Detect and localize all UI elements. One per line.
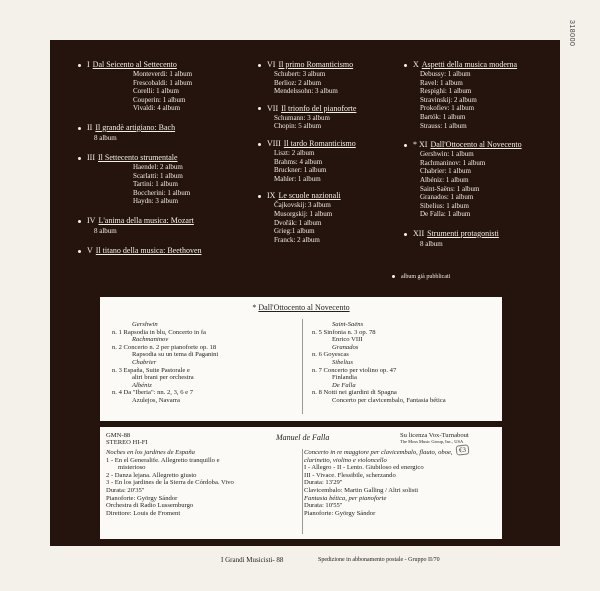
composer-count: Stravinskij: 2 album [420,95,477,104]
bullet-icon [404,144,407,147]
section-number: IV [87,215,96,225]
composer-count: Haendel: 2 album [133,162,183,171]
work-line: Finlandia [332,374,357,382]
work-line: n. 1 Rapsodia in blu, Concerto in fa [112,328,206,336]
section [258,139,408,183]
composer-count: Prokofiev: 1 album [420,104,475,113]
track-line: Direttore: Louis de Froment [106,509,181,517]
section-title [258,139,408,149]
album-count: 8 album [420,239,443,248]
section [404,60,554,130]
track-line: misterioso [118,464,146,472]
published-note [392,274,450,280]
bullet-icon [258,195,261,198]
composer-count: Granados: 1 album [420,193,474,202]
composer-count: Tartini: 1 album [133,180,179,189]
divider [302,319,303,414]
composer-count: Monteverdi: 1 album [133,70,193,78]
composer-count: Grieg:1 album [274,227,315,236]
section-items [274,70,408,96]
section-number: VI [267,60,276,69]
section [258,104,408,131]
section-items [133,70,238,113]
bullet-icon [258,143,261,146]
section-number: I [87,60,90,69]
track-line: Orchestra di Radio Lussemburgo [106,502,194,510]
section-title [78,60,238,70]
section-name: Il trionfo del pianoforte [281,103,357,113]
section-name: Le scuole nazionali [278,191,341,201]
composer-count: Schumann: 3 album [274,113,330,122]
work-line: n. 8 Notti nei giardini di Spagna [312,389,397,397]
composer-count: Saint-Saëns: 1 album [420,184,480,193]
section-number: X [413,60,419,69]
composer-count: Musorgskij: 1 album [274,209,333,218]
composer-count: Brahms: 4 album [274,157,323,166]
bullet-icon [392,275,395,278]
composer-count: Čajkovskij: 3 album [274,201,331,210]
section-number: VII [267,103,279,113]
star-icon: * [252,303,259,312]
album-count: 8 album [94,226,117,235]
work-line: altri brani per orchestra [132,374,194,382]
box-right-list [312,321,497,405]
section-items [420,70,554,130]
section-name: Il Settecento strumentale [98,152,178,162]
work-line: Enrico VIII [332,336,363,344]
box-title [100,303,502,312]
composer-count: Rachmaninov: 1 album [420,158,486,167]
section-name: Aspetti della musica moderna [421,60,518,69]
composer-count: Mahler: 1 album [274,174,321,183]
section-items [420,150,554,219]
section-items [133,163,238,206]
work-line: Rapsodia su un tema di Paganini [132,351,219,359]
composer-count: Strauss: 1 album [420,121,467,130]
section-title [78,246,238,256]
footer-series: I Grandi Musicisti- 88 [221,556,284,564]
work-line: n. 3 España, Suite Pastorale e [112,366,190,374]
work-line: n. 4 Da "Iberia": nn. 2, 3, 6 e 7 [112,389,194,397]
section-title [78,153,238,163]
track-line: Pianoforte: György Sándor [106,494,178,502]
section-title [404,60,554,70]
track-line: Fantasia bética, per pianoforte [304,494,387,502]
composer-count: Gershwin: 1 album [420,150,474,159]
section-title [78,216,238,226]
section-name: Il primo Romanticismo [278,60,354,69]
track-line: 3 - En los jardines de la Sierra de Córdoba. Vivo [106,479,234,487]
section-title [258,60,408,70]
section [404,229,554,249]
series-detail-box [100,297,502,421]
section-number: XI [419,140,428,150]
bullet-icon [258,64,261,67]
composer-count: Couperin: 1 album [133,95,186,104]
footer-postal: Spedizione in abbonamento postale - Gruppo II/70 [318,557,440,563]
composer-count: Mendelssohn: 3 album [274,87,338,96]
work-line: Concerto per clavicembalo, Fantasia bética [332,396,446,404]
section [78,60,238,113]
composer-count: Scarlatti: 1 album [133,171,183,180]
composer-count: Chabrier: 1 album [420,167,471,176]
section-number: XII [413,228,425,238]
record-composer: Manuel de Falla [276,433,330,442]
section-name: L'anima della musica: Mozart [98,215,194,225]
bullet-icon [78,127,81,130]
section-number: V [87,245,93,255]
track-line: 1 - En el Generalife. Allegretto tranquillo e [106,456,220,464]
bullet-icon [404,64,407,67]
composer-count: Respighi: 1 album [420,87,472,96]
catalog-number: 318000 [568,20,575,47]
track-line: Durata: 20'35" [106,486,145,494]
composer-count: Bruckner: 1 album [274,166,327,175]
track-line: 2 - Danza lejana. Allegretto giusto [106,471,197,479]
work-line: Azulejos, Navarra [132,396,180,404]
composer-name: De Falla [332,381,356,389]
composer-count: Chopin: 5 album [274,122,322,131]
bullet-icon [78,157,81,160]
composer-name: Rachmaninov [132,336,169,344]
column-right [404,60,554,259]
bullet-icon [78,64,81,67]
section-title [78,123,238,133]
section-number: IX [267,191,276,201]
composer-name: Albéniz [132,381,152,389]
composer-count: Corelli: 1 album [133,87,179,96]
composer-name: Chabrier [132,358,157,366]
section-title [404,229,554,239]
composer-count: Liszt: 2 album [274,148,315,157]
work-line: n. 6 Goyescas [312,351,349,359]
track-line: clarinetto, violino e violoncello [304,456,387,464]
bullet-icon [404,233,407,236]
bullet-icon [78,220,81,223]
track-line: Noches en los jardines de España [106,449,195,456]
composer-count: Debussy: 1 album [420,70,471,78]
box-title-text: Dall'Ottocento al Novecento [258,303,350,312]
album-count: 8 album [94,133,117,142]
track-line: Durata: 10'55" [304,502,343,510]
track-line: Pianoforte: György Sándor [304,509,376,517]
section-title [404,140,554,150]
track-line: Clavicembalo: Martin Galling / Altri solisti [304,486,419,494]
price-stamp: €3 [456,444,470,455]
composer-name: Sibelius [332,358,353,366]
section-name: Dal Seicento al Settecento [92,60,177,69]
published-note-text: album già pubblicati [401,274,451,280]
composer-count: Ravel: 1 album [420,78,463,87]
section-items [274,201,408,244]
star-icon: * [413,140,417,150]
section-name: Il titano della musica: Beethoven [95,245,202,255]
composer-name: Granados [332,343,359,351]
composer-count: Schubert: 3 album [274,70,326,78]
bullet-icon [258,107,261,110]
section [78,246,238,256]
column-middle [258,60,408,252]
track-line: III - Vivace. Flessibile, scherzando [304,471,396,479]
section-number: III [87,152,95,162]
composer-count: Berlioz: 2 album [274,78,322,87]
column-left [78,60,238,266]
section-items [274,114,408,131]
section-items [274,149,408,183]
section-title [258,104,408,114]
work-line: n. 5 Sinfonia n. 3 op. 78 [312,328,376,336]
side-b-list [304,449,502,517]
composer-count: Frescobaldi: 1 album [133,78,193,87]
composer-count: De Falla: 1 album [420,210,471,219]
record-format: STEREO HI-FI [106,439,148,446]
section [78,216,238,236]
box-left-list [112,321,297,405]
track-line: I - Allegro - II - Lento. Giubiloso ed energico [304,464,424,472]
section-name: Strumenti protagonisti [427,228,499,238]
composer-count: Bartók: 1 album [420,112,466,121]
section-title [258,191,408,201]
composer-count: Boccherini: 1 album [133,188,191,197]
section-name: Dall'Ottocento al Novecento [430,140,522,150]
section [258,60,408,96]
track-line: Durata: 13'29" [304,479,343,487]
composer-count: Vivaldi: 4 album [133,104,181,113]
track-line: Concerto in re maggiore per clavicembalo, flauto, oboe, [304,449,453,456]
section-name: Il tardo Romanticismo [283,138,356,148]
composer-name: Saint-Saëns [332,321,364,328]
section [258,191,408,244]
divider [302,449,303,534]
bullet-icon [78,250,81,253]
section [404,140,554,219]
work-line: n. 2 Concerto n. 2 per pianoforte op. 18 [112,343,217,351]
composer-count: Franck: 2 album [274,235,320,244]
section-name: Il grandè artigiano: Bach [95,122,176,132]
work-line: n. 7 Concerto per violino op. 47 [312,366,397,374]
section-number: VIII [267,138,281,148]
record-info-box [100,427,502,539]
section-number: II [87,122,93,132]
side-a-list [106,449,296,517]
record-code: GMN-88 [106,432,131,439]
section [78,153,238,206]
license-company: The Moss Music Group, Inc., USA [400,439,464,444]
composer-count: Haydn: 3 album [133,197,179,206]
license-text: Su licenza Vox-Turnabout [400,432,469,439]
section [78,123,238,143]
composer-name: Gershwin [132,321,158,328]
composer-count: Albéniz: 1 album [420,175,469,184]
composer-count: Sibelius: 1 album [420,201,469,210]
composer-count: Dvořák: 1 album [274,218,322,227]
